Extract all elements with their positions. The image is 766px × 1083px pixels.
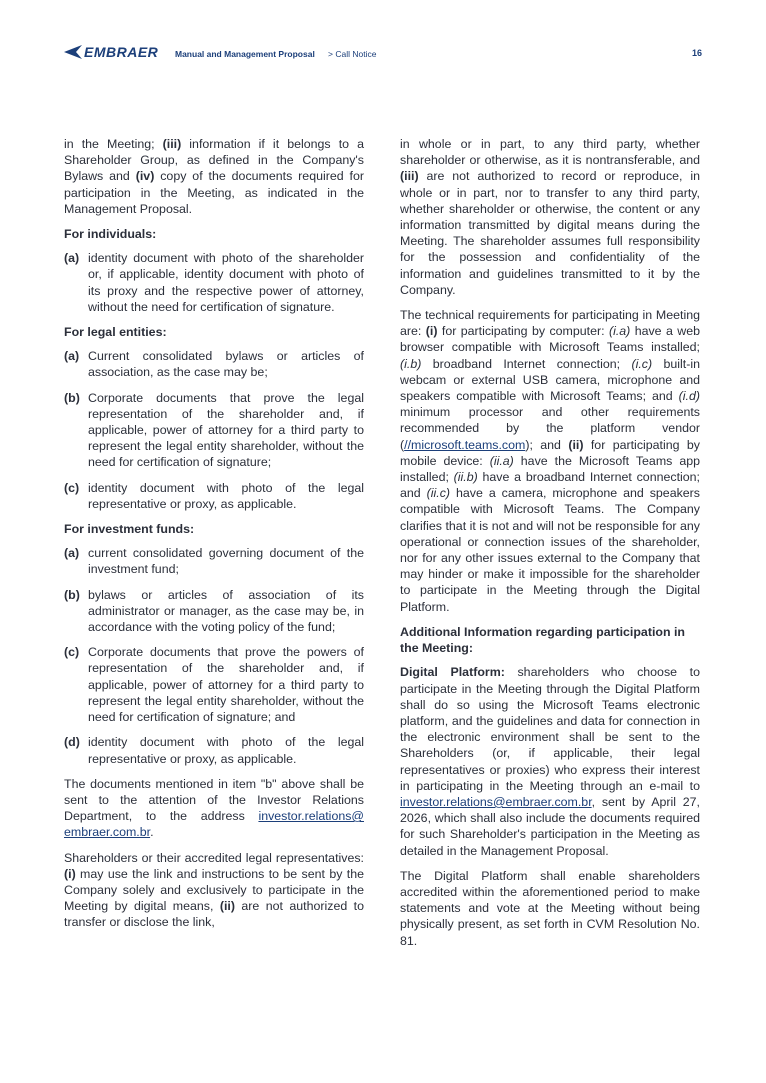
- list-item: (b) Corporate documents that prove the legal representation of the shareholder and, if applicable, power of attorney for a third party to represent the legal entity shareholder, without the need for certification of signature;: [64, 390, 364, 470]
- list-item: (b) bylaws or articles of association of its administrator or manager, as the case may be, in accordance with the voting policy of the fund;: [64, 587, 364, 635]
- heading-individuals: For individuals:: [64, 227, 157, 242]
- brand-name: EMBRAER: [84, 44, 159, 60]
- heading-investment-funds: For investment funds:: [64, 522, 195, 537]
- paragraph: The Digital Platform shall enable shareholders accredited within the aforementioned period to make statements and vote at the Meeting without being physically present, as set forth in CVM Resolution No. 81.: [400, 868, 700, 948]
- teams-link[interactable]: //microsoft.teams.com: [404, 437, 526, 452]
- ir-email-link[interactable]: investor.relations@ embraer.com.br: [64, 809, 364, 840]
- ir-email-link[interactable]: investor.relations@embraer.com.br: [400, 794, 592, 809]
- paragraph: The technical requirements for participating in Meeting are: (i) for participating by computer: (i.a) have a web browser compatible with Microsoft Teams installed; (i.b) broadband Internet connection; (i.c) built-in webcam or external USB camera, microphone and speakers compatible with Microsoft Teams; and (i.d) minimum processor and other requirements recommended by the platform vendor (//microsoft.teams.com); and (ii) for participating by mobile device: (ii.a) have the Microsoft Teams app installed; (ii.b) have a broadband Internet connection; and (ii.c) have a camera, microphone and speakers compatible with Microsoft Teams. The Company clarifies that it is not and will not be responsible for any operational or connection issues of the shareholder, nor for any other issues external to the Company that may hinder or make it impossible for the shareholder to participate in the Meeting through the Digital Platform.: [400, 308, 700, 614]
- paragraph: Digital Platform: shareholders who choose to participate in the Meeting through the Digital Platform shall do so using the Microsoft Teams electronic platform, and the guidelines and data for connection in the electronic environment shall be sent to the Shareholders (or, if applicable, their legal representatives or proxies) who express their interest in participating in the Meeting through an e-mail to investor.relations@embraer.com.br, sent by April 27, 2026, which shall also include the documents required for such Shareholder's participation in the Meeting as detailed in the Management Proposal.: [400, 665, 700, 858]
- list-item: (c) identity document with photo of the legal representative or proxy, as applicable.: [64, 480, 364, 511]
- list-item: (a) current consolidated governing document of the investment fund;: [64, 546, 364, 577]
- paragraph: in the Meeting; (iii) information if it belongs to a Shareholder Group, as defined in the Company's Bylaws and (iv) copy of the documents required for participation in the Meeting, as indicated in the Management Proposal.: [64, 137, 364, 216]
- paragraph: The documents mentioned in item "b" above shall be sent to the attention of the Investor Relations Department, to the address investor.relations@ embraer.com.br.: [64, 776, 364, 840]
- left-column: [64, 136, 364, 940]
- embraer-arrow-icon: [64, 45, 82, 59]
- paragraph: Shareholders or their accredited legal representatives: (i) may use the link and instructions to be sent by the Company solely and exclusively to participate in the Meeting by digital means, (ii) are not authorized to transfer or disclose the link,: [64, 850, 364, 930]
- embraer-logo: [64, 44, 158, 60]
- heading-legal-entities: For legal entities:: [64, 325, 167, 340]
- page-number: 16: [691, 48, 702, 58]
- header-title: Manual and Management Proposal: [175, 49, 315, 59]
- list-item: (a) Current consolidated bylaws or articles of association, as the case may be;: [64, 349, 364, 380]
- heading-additional-info: Additional Information regarding participation in the Meeting:: [400, 624, 685, 656]
- header-section: > Call Notice: [328, 49, 377, 59]
- list-item: (c) Corporate documents that prove the powers of representation of the shareholder and, if applicable, power of attorney for a third party to represent the legal entity shareholder, without the need for certification of signature; and: [64, 645, 364, 725]
- right-column: [400, 136, 700, 958]
- page-header: [64, 42, 702, 66]
- list-item: (a) identity document with photo of the shareholder or, if applicable, identity document with photo of its proxy and the respective power of attorney, without the need for certification of signature.: [64, 251, 364, 314]
- list-item: (d) identity document with photo of the legal representative or proxy, as applicable.: [64, 735, 364, 766]
- paragraph: in whole or in part, to any third party, whether shareholder or otherwise, as it is nontransferable, and (iii) are not authorized to record or reproduce, in whole or in part, nor to transfer to any third party, whether shareholder or otherwise, the content or any information transmitted by digital means during the Meeting. The shareholder assumes full responsibility for the possession and confidentiality of the information and guidelines transmitted to it by the Company.: [400, 137, 700, 297]
